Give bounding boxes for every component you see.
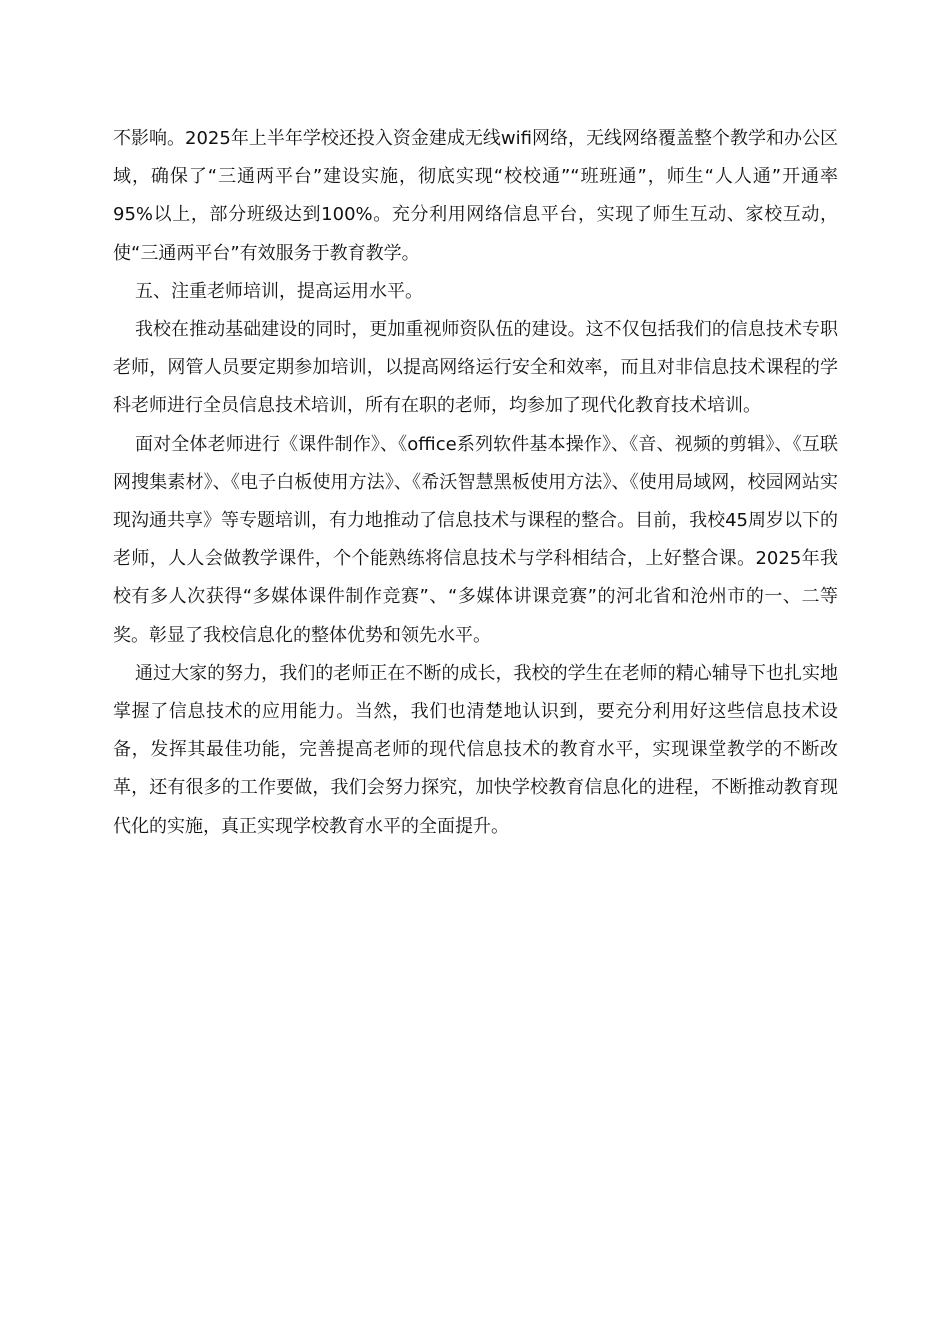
- paragraph-training-topics: 面对全体老师进行《课件制作》、《office系列软件基本操作》、《音、视频的剪辑》、《互联网搜集素材》、《电子白板使用方法》、《希沃智慧黑板使用方法》、《使用局域网，校园网站实现沟通共享》等专题培训，有力地推动了信息技术与课程的整合。目前，我校45周岁以下的老师，人人会做教学课件，个个能熟练将信息技术与学科相结合，上好整合课。2025年我校有多人次获得“多媒体课件制作竞赛”、“多媒体讲课竞赛”的河北省和沧州市的一、二等奖。彰显了我校信息化的整体优势和领先水平。: [113, 433, 838, 646]
- document-body: [113, 120, 838, 846]
- paragraph-conclusion: 通过大家的努力，我们的老师正在不断的成长，我校的学生在老师的精心辅导下也扎实地掌握了信息技术的应用能力。当然，我们也清楚地认识到，要充分利用好这些信息技术设备，发挥其最佳功能，完善提高老师的现代信息技术的教育水平，实现课堂教学的不断改革，还有很多的工作要做，我们会努力探究，加快学校教育信息化的进程，不断推动教育现代化的实施，真正实现学校教育水平的全面提升。: [113, 662, 838, 837]
- section-heading-teacher-training: 五、注重老师培训，提高运用水平。: [135, 280, 423, 302]
- paragraph-continuation: 不影响。2025年上半年学校还投入资金建成无线wifi网络，无线网络覆盖整个教学和办公区域，确保了“三通两平台”建设实施，彻底实现“校校通”“班班通”，师生“人人通”开通率95%以上，部分班级达到100%。充分利用网络信息平台，实现了师生互动、家校互动，使“三通两平台”有效服务于教育教学。: [113, 128, 838, 264]
- paragraph-teacher-team: 我校在推动基础建设的同时，更加重视师资队伍的建设。这不仅包括我们的信息技术专职老师，网管人员要定期参加培训，以提高网络运行安全和效率，而且对非信息技术课程的学科老师进行全员信息技术培训，所有在职的老师，均参加了现代化教育技术培训。: [113, 319, 838, 417]
